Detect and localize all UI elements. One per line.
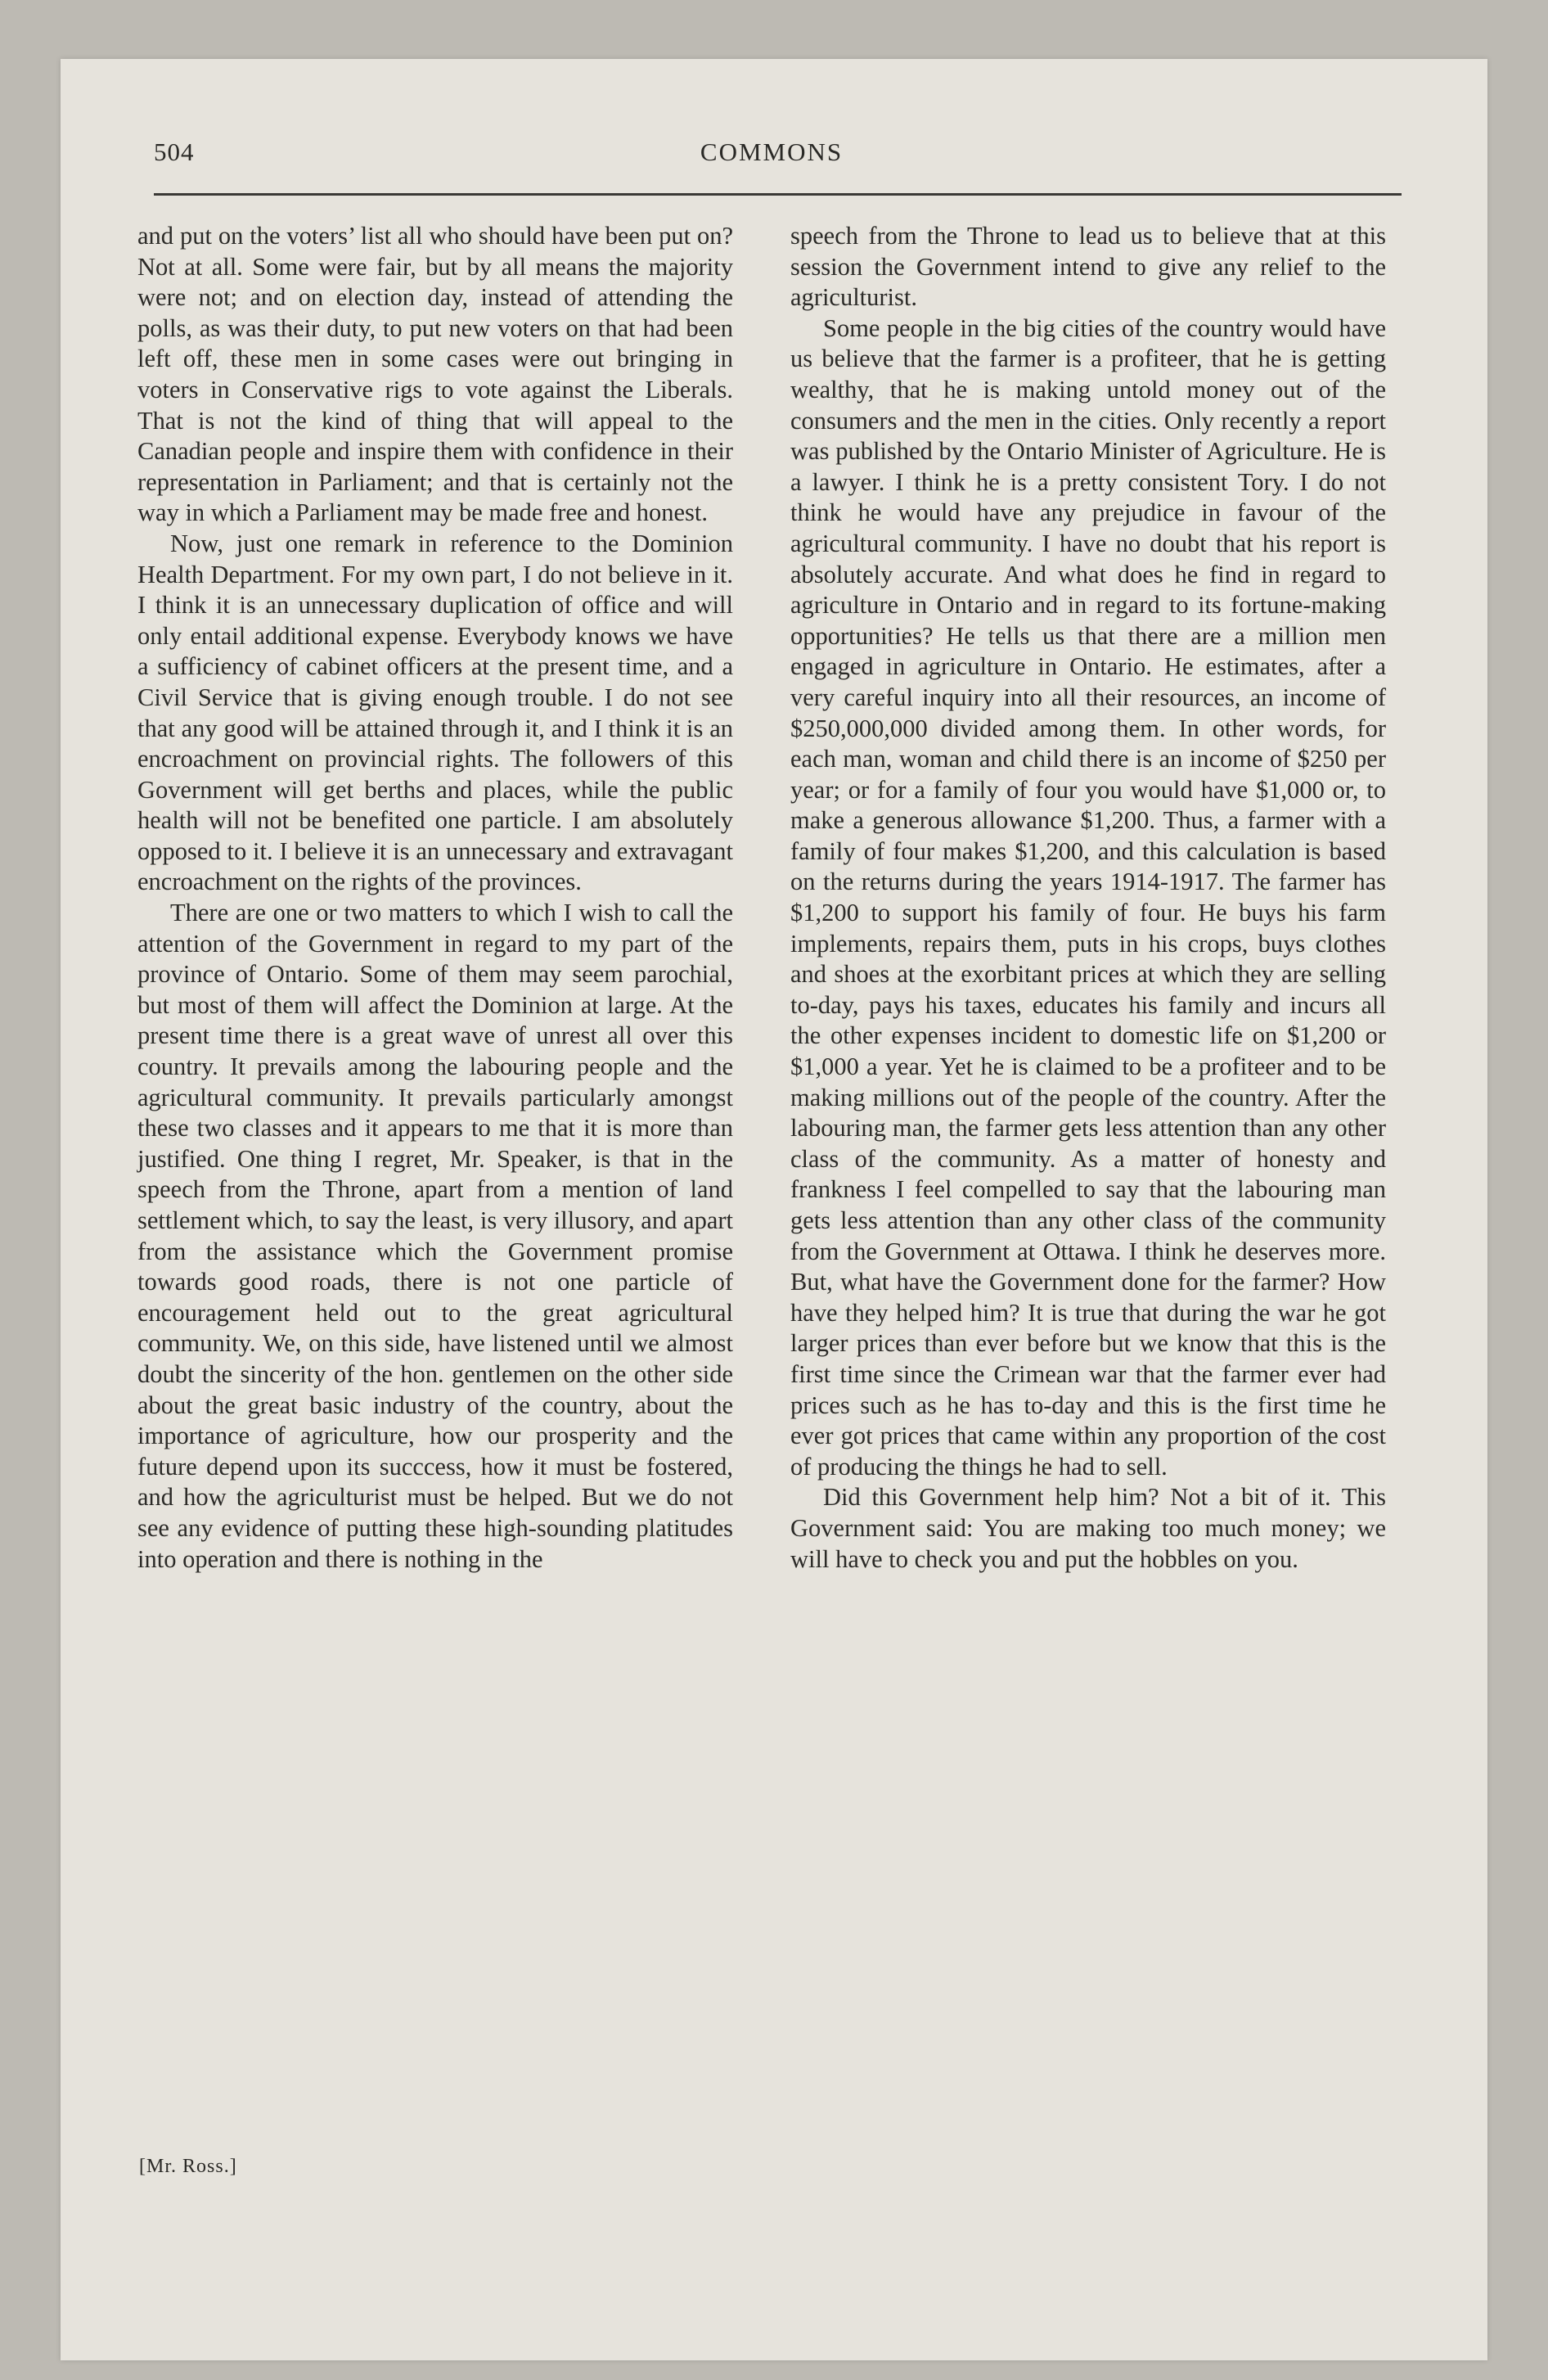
page-header	[154, 131, 1389, 172]
right-column	[790, 221, 1386, 1575]
left-column	[137, 221, 733, 1575]
paragraph: Did this Government help him? Not a bit of it. This Government said: You are making too much money; we will have to check you and put the hobbles on you.	[790, 1483, 1386, 1573]
header-rule	[154, 193, 1402, 196]
page-number: 504	[154, 137, 195, 166]
paragraph: There are one or two matters to which I wish to call the attention of the Government in regard to my part of the province of Ontario. Some of them may seem parochial, but most of them will affect the Dominion at large. At the present time there is a great wave of unrest all over this country. It prevails among the labouring people and the agricultural community. It prevails particularly amongst these two classes and it appears to me that it is more than justified. One thing I regret, Mr. Speaker, is that in the speech from the Throne, apart from a mention of land settlement which, to say the least, is very illusory, and apart from the assistance which the Government promise towards good roads, there is not one particle of encouragement held out to the great agricultural community. We, on this side, have listened until we almost doubt the sincerity of the hon. gentlemen on the other side about the great basic industry of the country, about the importance of agriculture, how our prosperity and the future depend upon its succcess, how it must be fostered, and how the agriculturist must be helped. But we do not see any evidence of putting these high-sounding platitudes into operation and there is nothing in the	[137, 899, 733, 1573]
speaker-footnote: [Mr. Ross.]	[139, 2156, 237, 2177]
running-head: COMMONS	[700, 137, 844, 166]
paragraph: speech from the Throne to lead us to believe that at this session the Government intend to give any relief to the agriculturist.	[790, 222, 1386, 312]
paragraph: Some people in the big cities of the country would have us believe that the farmer is a profiteer, that he is getting wealthy, that he is making untold money out of the consumers and the men in the cities. Only recently a report was published by the Ontario Minister of Agriculture. He is a lawyer. I think he is a pretty consistent Tory. I do not think he would have any prejudice in favour of the agricultural community. I have no doubt that his report is absolutely accurate. And what does he find in regard to agriculture in Ontario and in regard to its fortune-making opportunities? He tells us that there are a million men engaged in agriculture in Ontario. He estimates, after a very careful inquiry into all their resources, an income of $250,000,000 divided among them. In other words, for each man, woman and child there is an income of $250 per year; or for a family of four you would have $1,000 or, to make a generous allowance $1,200. Thus, a farmer with a family of four makes $1,200, and this calculation is based on the returns during the years 1914-1917. The farmer has $1,200 to support his family of four. He buys his farm implements, repairs them, puts in his crops, buys clothes and shoes at the exorbitant prices at which they are selling to-day, pays his taxes, educates his family and incurs all the other expenses incident to domestic life on $1,200 or $1,000 a year. Yet he is claimed to be a profiteer and to be making millions out of the people of the country. After the labouring man, the farmer gets less attention than any other class of the community. As a matter of honesty and frankness I feel compelled to say that the labouring man gets less attention than any other class of the community from the Government at Ottawa. I think he deserves more. But, what have the Government done for the farmer? How have they helped him? It is true that during the war he got larger prices than ever before but we know that this is the first time since the Crimean war that the farmer ever had prices such as he has to-day and this is the first time he ever got prices that came within any proportion of the cost of producing the things he had to sell.	[790, 313, 1386, 1481]
paragraph: and put on the voters’ list all who should have been put on? Not at all. Some were fair, but by all means the majority were not; and on election day, instead of attending the polls, as was their duty, to put new voters on that had been left off, these men in some cases were out bringing in voters in Conservative rigs to vote against the Liberals. That is not the kind of thing that will appeal to the Canadian people and inspire them with confidence in their representation in Parliament; and that is certainly not the way in which a Parliament may be made free and honest.	[137, 222, 733, 527]
paragraph: Now, just one remark in reference to the Dominion Health Department. For my own part, I do not believe in it. I think it is an unnecessary duplication of office and will only entail additional expense. Everybody knows we have a sufficiency of cabinet officers at the present time, and a Civil Service that is giving enough trouble. I do not see that any good will be attained through it, and I think it is an encroachment on provincial rights. The followers of this Government will get berths and places, while the public health will not be benefited one particle. I am absolutely opposed to it. I believe it is an unnecessary and extravagant encroachment on the rights of the provinces.	[137, 529, 733, 896]
